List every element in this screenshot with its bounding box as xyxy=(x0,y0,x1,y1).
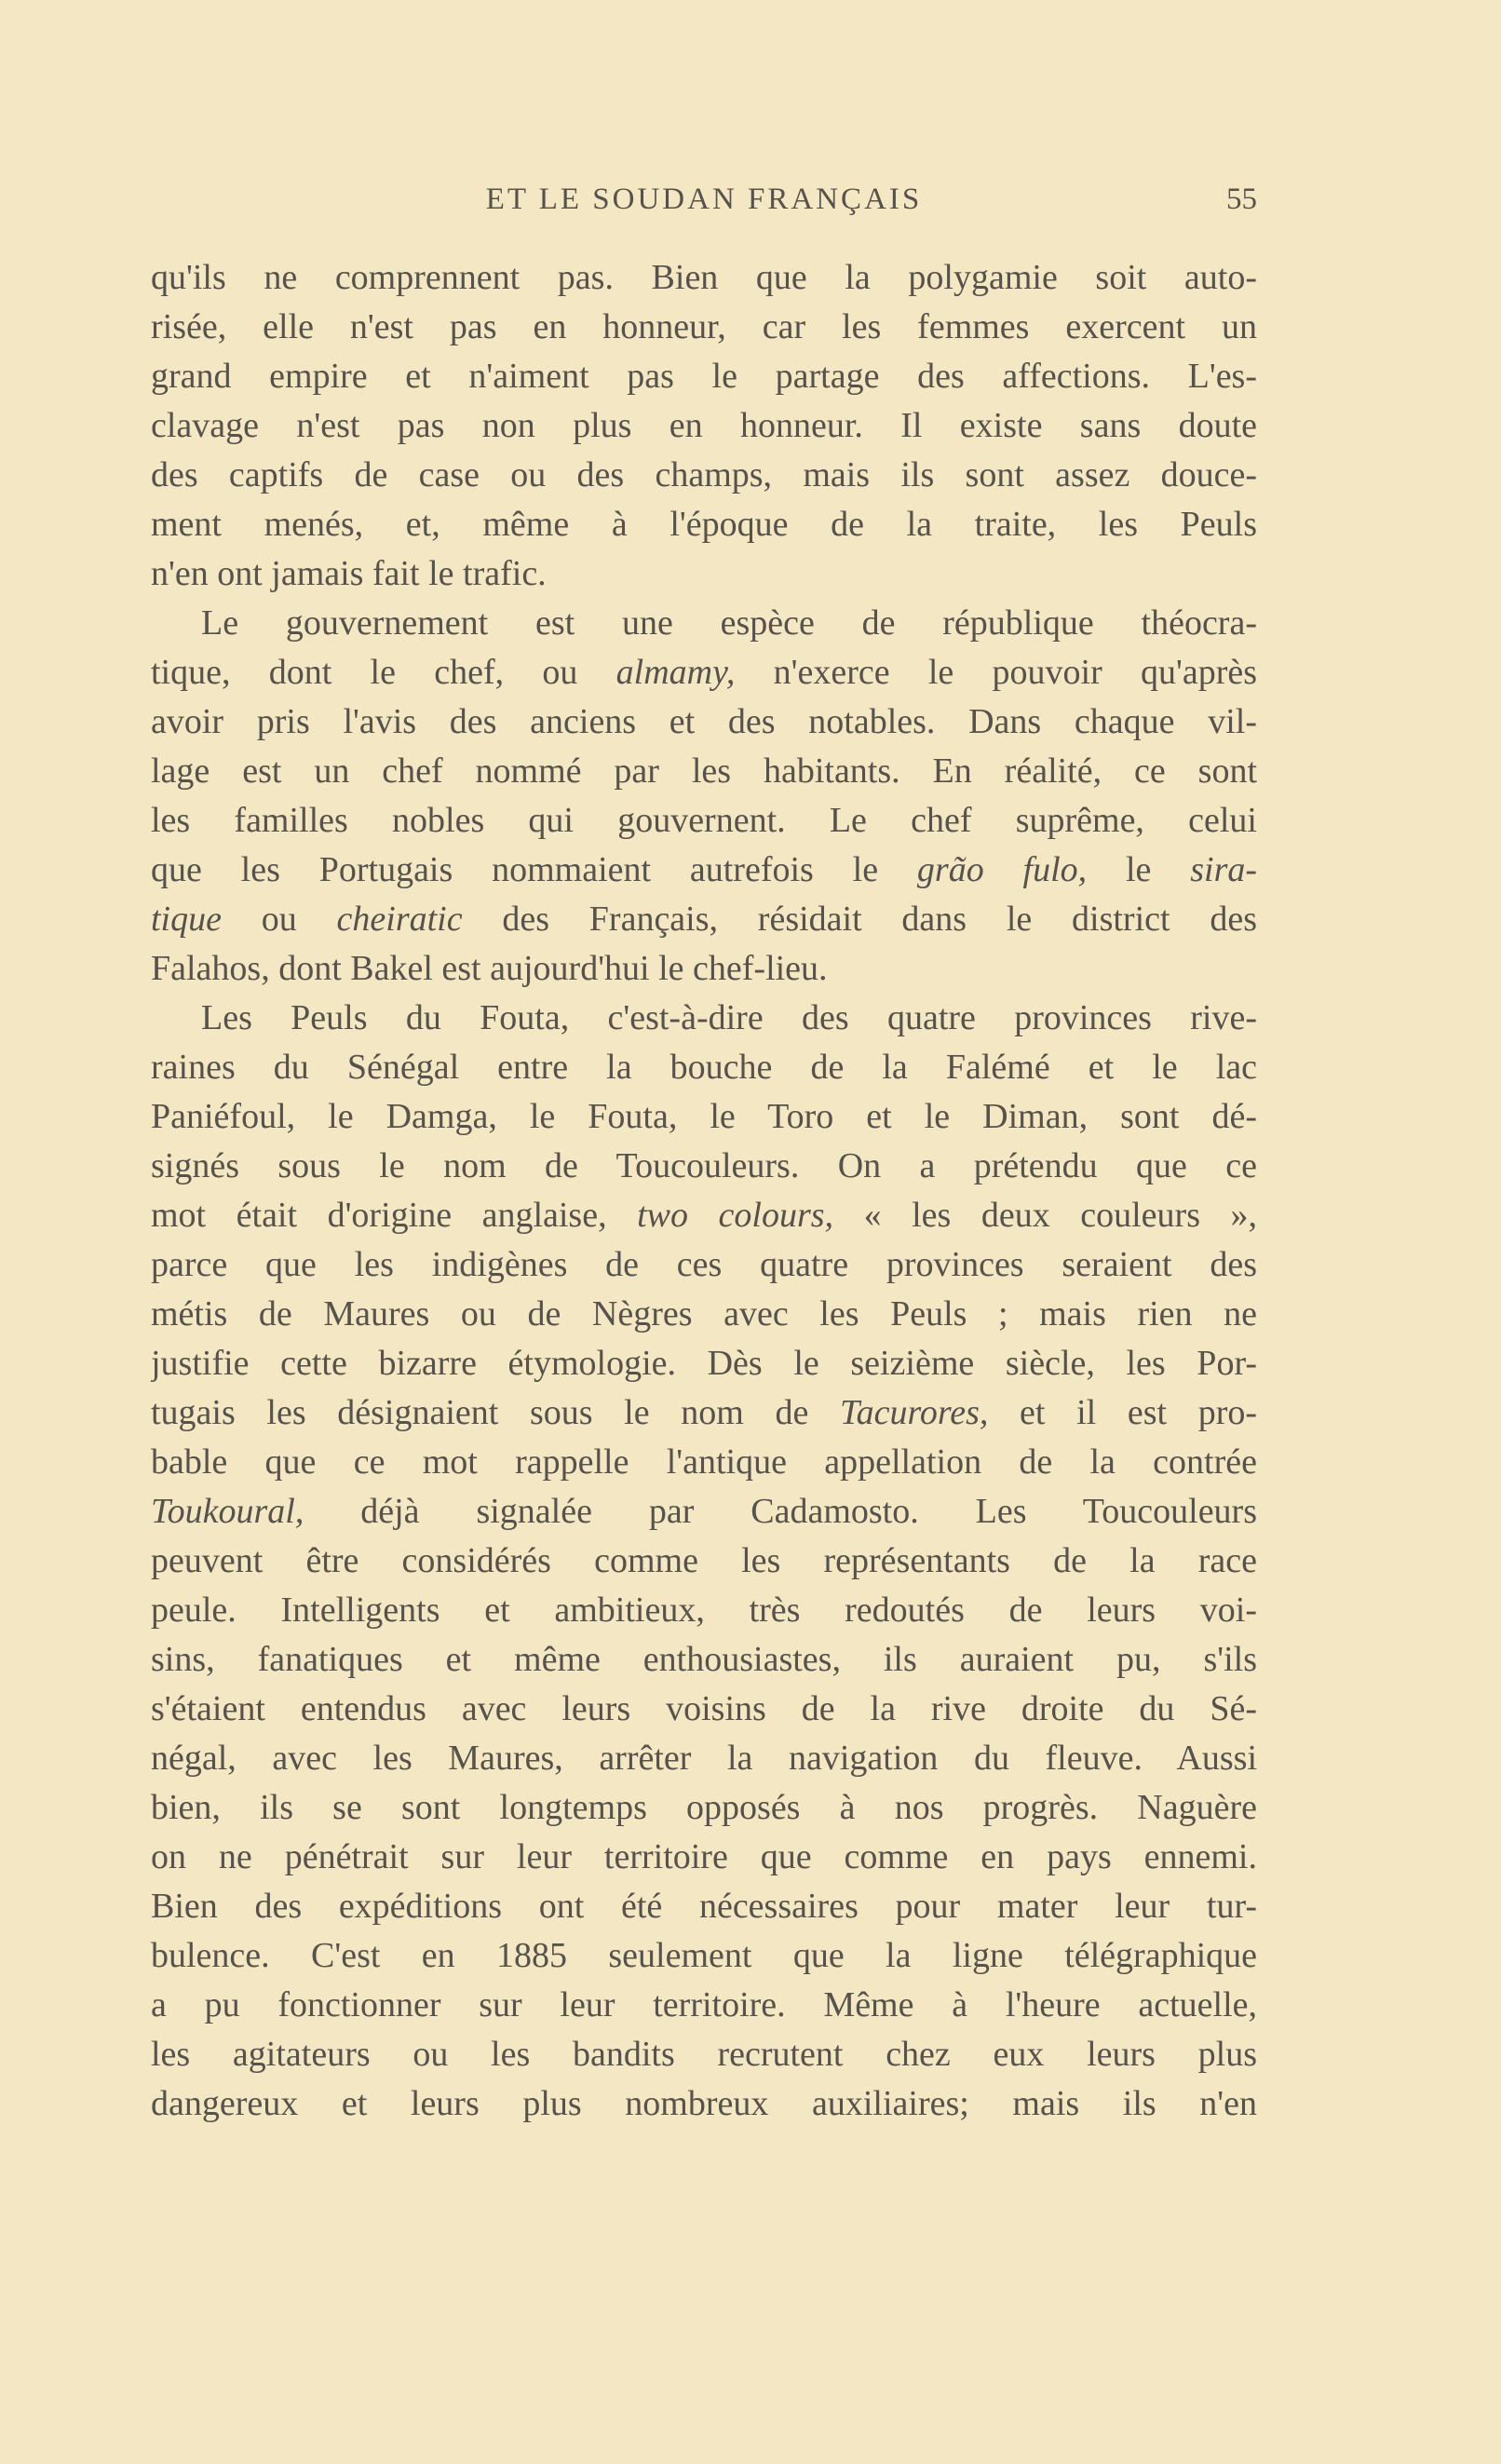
text-line xyxy=(151,1339,1257,1388)
text-segment: on ne pénétrait sur leur territoire que comme en pays ennemi. xyxy=(151,1837,1257,1876)
italic-text: almamy, xyxy=(615,653,736,692)
text-line xyxy=(151,1833,1257,1882)
text-line xyxy=(151,1043,1257,1092)
text-segment: le xyxy=(1087,850,1191,889)
text-segment: bable que ce mot rappelle l'antique appellation de la contrée xyxy=(151,1442,1257,1482)
running-title: ET LE SOUDAN FRANÇAIS xyxy=(485,183,923,216)
text-segment: métis de Maures ou de Nègres avec les Peuls ; mais rien ne xyxy=(151,1294,1257,1334)
text-segment: les familles nobles qui gouvernent. Le chef suprême, celui xyxy=(151,801,1257,840)
text-segment: n'exerce le pouvoir qu'après xyxy=(735,653,1257,692)
text-line xyxy=(151,1537,1257,1586)
italic-text: cheiratic xyxy=(336,900,463,939)
text-line xyxy=(151,1635,1257,1685)
text-segment: Bien des expéditions ont été nécessaires pour mater leur tur- xyxy=(151,1887,1257,1926)
text-line xyxy=(151,1240,1257,1290)
text-segment: signés sous le nom de Toucouleurs. On a prétendu que ce xyxy=(151,1146,1257,1185)
text-segment: négal, avec les Maures, arrêter la navigation du fleuve. Aussi xyxy=(151,1739,1257,1778)
text-line xyxy=(151,1438,1257,1487)
text-segment: peuvent être considérés comme les représentants de la race xyxy=(151,1541,1257,1580)
text-line xyxy=(151,1931,1257,1981)
text-line xyxy=(151,352,1257,401)
italic-text: tique xyxy=(151,900,222,939)
text-segment: justifie cette bizarre étymologie. Dès le seizième siècle, les Por- xyxy=(151,1344,1257,1383)
text-segment: clavage n'est pas non plus en honneur. Il existe sans doute xyxy=(151,406,1257,445)
text-line xyxy=(151,1142,1257,1191)
text-segment: sins, fanatiques et même enthousiastes, ils auraient pu, s'ils xyxy=(151,1640,1257,1679)
text-segment: a pu fonctionner sur leur territoire. Même à l'heure actuelle, xyxy=(151,1985,1257,2024)
text-line xyxy=(151,895,1257,944)
italic-text: sira- xyxy=(1190,850,1257,889)
text-segment: lage est un chef nommé par les habitants. En réalité, ce sont xyxy=(151,751,1257,791)
text-segment: mot était d'origine anglaise, xyxy=(151,1196,638,1235)
text-line xyxy=(151,2030,1257,2079)
text-line xyxy=(151,1783,1257,1833)
text-line xyxy=(151,846,1257,895)
page-number: 55 xyxy=(1226,183,1257,216)
text-line xyxy=(151,549,1257,599)
text-segment: des captifs de case ou des champs, mais ils sont assez douce- xyxy=(151,455,1257,494)
text-line xyxy=(151,451,1257,500)
text-segment: et il est pro- xyxy=(988,1393,1257,1432)
text-segment: Les Peuls du Fouta, c'est-à-dire des quatre provinces rive- xyxy=(201,998,1257,1037)
text-segment: qu'ils ne comprennent pas. Bien que la polygamie soit auto- xyxy=(151,258,1257,297)
text-line xyxy=(151,303,1257,352)
text-segment: grand empire et n'aiment pas le partage des affections. L'es- xyxy=(151,357,1257,396)
text-line xyxy=(151,1191,1257,1240)
text-segment: avoir pris l'avis des anciens et des notables. Dans chaque vil- xyxy=(151,702,1257,741)
text-line xyxy=(151,994,1257,1043)
text-line xyxy=(151,2079,1257,2129)
text-line xyxy=(151,1092,1257,1142)
text-line xyxy=(151,1685,1257,1734)
text-line xyxy=(151,1882,1257,1931)
text-line xyxy=(151,1586,1257,1635)
text-segment: dangereux et leurs plus nombreux auxiliaires; mais ils n'en xyxy=(151,2084,1257,2123)
text-segment: peule. Intelligents et ambitieux, très redoutés de leurs voi- xyxy=(151,1591,1257,1630)
text-line xyxy=(151,1388,1257,1438)
italic-text: Toukoural, xyxy=(151,1492,304,1531)
text-segment: Paniéfoul, le Damga, le Fouta, le Toro et le Diman, sont dé- xyxy=(151,1097,1257,1136)
text-line xyxy=(151,1981,1257,2030)
text-line xyxy=(151,1487,1257,1537)
text-line xyxy=(151,796,1257,846)
text-segment: que les Portugais nommaient autrefois le xyxy=(151,850,917,889)
text-line xyxy=(151,1290,1257,1339)
text-segment: tugais les désignaient sous le nom de xyxy=(151,1393,840,1432)
text-line xyxy=(151,1734,1257,1783)
text-line xyxy=(151,500,1257,549)
text-line xyxy=(151,253,1257,303)
text-segment: Falahos, dont Bakel est aujourd'hui le chef-lieu. xyxy=(151,949,828,988)
text-segment: déjà signalée par Cadamosto. Les Toucouleurs xyxy=(304,1492,1257,1531)
text-line xyxy=(151,599,1257,648)
text-line xyxy=(151,697,1257,747)
text-segment: n'en ont jamais fait le trafic. xyxy=(151,554,547,593)
text-segment: bulence. C'est en 1885 seulement que la ligne télégraphique xyxy=(151,1936,1257,1975)
text-segment: ou xyxy=(221,900,337,939)
text-segment: parce que les indigènes de ces quatre provinces seraient des xyxy=(151,1245,1257,1284)
text-segment: s'étaient entendus avec leurs voisins de la rive droite du Sé- xyxy=(151,1689,1257,1728)
text-segment: des Français, résidait dans le district des xyxy=(462,900,1257,939)
text-segment: raines du Sénégal entre la bouche de la Falémé et le lac xyxy=(151,1048,1257,1087)
italic-text: two colours, xyxy=(637,1196,834,1235)
text-segment: les agitateurs ou les bandits recrutent chez eux leurs plus xyxy=(151,2035,1257,2074)
italic-text: grão fulo, xyxy=(916,850,1088,889)
text-segment: ment menés, et, même à l'époque de la traite, les Peuls xyxy=(151,505,1257,544)
text-line xyxy=(151,944,1257,994)
text-segment: tique, dont le chef, ou xyxy=(151,653,616,692)
text-line xyxy=(151,401,1257,451)
text-segment: « les deux couleurs », xyxy=(833,1196,1257,1235)
text-line xyxy=(151,648,1257,697)
italic-text: Tacurores, xyxy=(839,1393,989,1432)
page-header xyxy=(151,183,1257,229)
page-body-text xyxy=(151,253,1257,2129)
text-segment: bien, ils se sont longtemps opposés à nos progrès. Naguère xyxy=(151,1788,1257,1827)
text-segment: risée, elle n'est pas en honneur, car les femmes exercent un xyxy=(151,307,1257,346)
text-segment: Le gouvernement est une espèce de république théocra- xyxy=(201,603,1257,643)
text-line xyxy=(151,747,1257,796)
